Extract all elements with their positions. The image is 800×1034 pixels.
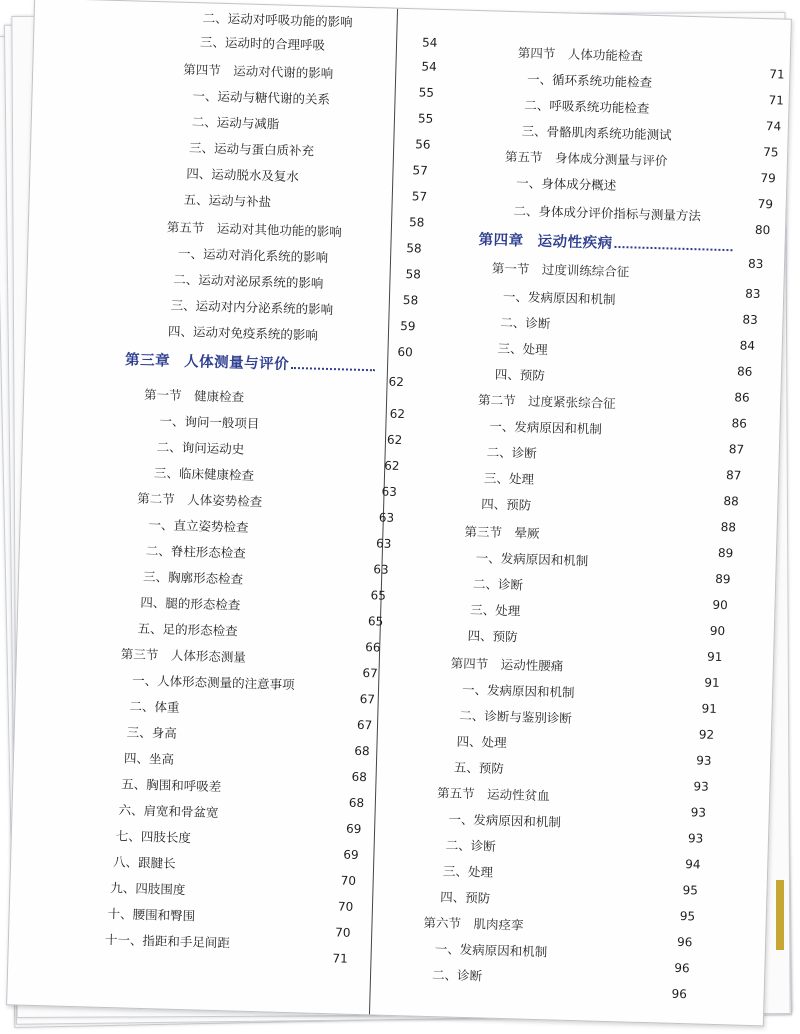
toc-subsection-entry: 二、脊柱形态检查 xyxy=(145,542,247,561)
toc-subsection-entry: 一、循环系统功能检查 xyxy=(526,71,653,90)
toc-subsection-entry: 一、发病原因和机制 xyxy=(448,811,562,830)
toc-subsection-entry: 三、处理 xyxy=(483,470,535,487)
page-number: 79 xyxy=(757,196,774,212)
toc-section-entry: 第五节 身体成分测量与评价 xyxy=(504,148,668,169)
toc-subsection-entry: 十一、指距和手足间距 xyxy=(104,931,231,951)
toc-subsection-entry: 二、运动对呼吸功能的影响 xyxy=(202,10,353,30)
page-number: 96 xyxy=(671,986,688,1002)
page-number: 62 xyxy=(389,406,406,422)
toc-subsection-entry: 二、运动与减脂 xyxy=(191,114,280,132)
toc-subsection-entry: 一、人体形态测量的注意事项 xyxy=(131,672,295,693)
toc-subsection-entry: 五、预防 xyxy=(453,759,505,777)
page-number: 66 xyxy=(365,640,381,655)
toc-subsection-entry: 三、处理 xyxy=(497,340,548,358)
page-number: 62 xyxy=(386,432,403,448)
page-number: 93 xyxy=(690,805,707,820)
toc-subsection-entry: 二、诊断 xyxy=(472,576,524,593)
toc-subsection-entry: 四、运动对免疫系统的影响 xyxy=(167,323,319,343)
toc-subsection-entry: 二、询问运动史 xyxy=(156,439,245,457)
chapter-label: 第四章 xyxy=(478,232,524,250)
toc-section-entry: 第四节 运动对代谢的影响 xyxy=(183,61,334,81)
toc-subsection-entry: 三、临床健康检查 xyxy=(153,465,255,483)
dotted-leader xyxy=(614,246,732,251)
page-number: 58 xyxy=(405,267,422,282)
chapter-title: 运动性疾病 xyxy=(537,233,613,252)
toc-subsection-entry: 二、诊断 xyxy=(431,967,483,984)
toc-subsection-entry: 四、处理 xyxy=(456,733,507,751)
toc-subsection-entry: 三、身高 xyxy=(126,724,177,741)
page-number: 60 xyxy=(397,344,413,360)
toc-section-entry: 第六节 肌肉痉挛 xyxy=(423,914,524,933)
toc-subsection-entry: 一、发病原因和机制 xyxy=(434,941,548,960)
page-number: 88 xyxy=(720,519,737,535)
page-number: 89 xyxy=(717,545,734,561)
toc-subsection-entry: 二、呼吸系统功能检查 xyxy=(524,97,650,116)
page-number: 80 xyxy=(754,222,771,238)
page-number: 58 xyxy=(402,293,419,308)
page-number: 70 xyxy=(337,899,354,914)
page-number: 94 xyxy=(685,857,701,872)
page-number: 86 xyxy=(731,416,748,431)
page-number: 83 xyxy=(742,312,758,327)
page-number: 95 xyxy=(682,883,699,898)
toc-subsection-entry: 二、体重 xyxy=(129,698,180,715)
page-number: 69 xyxy=(345,821,362,837)
page-number: 90 xyxy=(712,597,729,613)
table-of-contents-page xyxy=(6,0,792,1026)
page-number: 62 xyxy=(384,458,400,473)
page-number: 67 xyxy=(362,666,378,681)
book-cover-edge-yellow xyxy=(776,880,784,950)
toc-subsection-entry: 六、肩宽和骨盆宽 xyxy=(118,802,219,821)
toc-subsection-entry: 十、腰围和臀围 xyxy=(107,906,196,924)
toc-subsection-entry: 四、预防 xyxy=(467,627,518,645)
toc-subsection-entry: 八、跟腱长 xyxy=(112,854,176,871)
toc-section-entry: 第三节 人体形态测量 xyxy=(120,646,247,665)
page-number: 56 xyxy=(415,137,431,152)
toc-subsection-entry: 四、预防 xyxy=(440,889,491,906)
page-number: 91 xyxy=(706,649,723,665)
page-number: 65 xyxy=(367,614,384,629)
page-number: 68 xyxy=(351,769,368,785)
page-number: 71 xyxy=(332,951,348,966)
page-number: 91 xyxy=(704,675,720,691)
toc-subsection-entry: 三、运动时的合理呼吸 xyxy=(199,34,326,53)
page-number: 93 xyxy=(687,831,704,846)
toc-subsection-entry: 九、四肢围度 xyxy=(110,880,186,898)
toc-section-entry: 第二节 人体姿势检查 xyxy=(137,490,263,510)
page-number: 65 xyxy=(370,588,387,603)
toc-subsection-entry: 三、运动对内分泌系统的影响 xyxy=(170,297,334,318)
toc-subsection-entry: 一、发病原因和机制 xyxy=(502,288,616,307)
toc-subsection-entry: 四、运动脱水及复水 xyxy=(186,165,300,185)
toc-subsection-entry: 三、骨骼肌肉系统功能测试 xyxy=(521,123,672,143)
toc-subsection-entry: 一、运动对消化系统的影响 xyxy=(177,245,329,265)
page-number: 57 xyxy=(411,189,428,204)
page-number: 63 xyxy=(373,562,389,577)
page-number: 84 xyxy=(739,338,756,353)
page-number: 63 xyxy=(378,510,395,525)
page-number: 67 xyxy=(359,691,376,707)
page-number: 71 xyxy=(768,93,785,108)
dotted-leader xyxy=(291,367,375,371)
toc-section-entry: 第五节 运动性贫血 xyxy=(436,785,550,804)
toc-subsection-entry: 三、胸廓形态检查 xyxy=(142,568,244,587)
page-number: 54 xyxy=(421,59,437,74)
page-number: 95 xyxy=(679,909,696,924)
toc-subsection-entry: 三、处理 xyxy=(470,602,521,619)
toc-section-entry: 第四节 人体功能检查 xyxy=(517,45,644,64)
page-number: 55 xyxy=(418,85,435,100)
page-number: 92 xyxy=(698,727,715,742)
page-number: 96 xyxy=(674,960,690,976)
page-number: 89 xyxy=(715,571,731,587)
page-number: 58 xyxy=(406,241,422,256)
toc-subsection-entry: 五、运动与补盐 xyxy=(183,191,272,210)
toc-section-entry: 第四节 运动性腰痛 xyxy=(450,655,564,674)
page-number: 93 xyxy=(693,779,709,794)
page-number: 93 xyxy=(695,753,712,768)
toc-subsection-entry: 七、四肢长度 xyxy=(115,828,192,846)
page-number: 70 xyxy=(340,873,357,888)
toc-section-entry: 第一节 健康检查 xyxy=(143,386,245,405)
chapter-heading xyxy=(125,347,376,380)
toc-section-entry: 第一节 过度训练综合征 xyxy=(491,260,630,280)
chapter-title: 人体测量与评价 xyxy=(183,353,290,373)
toc-subsection-entry: 三、运动与蛋白质补充 xyxy=(188,139,315,159)
page-number: 86 xyxy=(734,390,750,405)
page-number: 59 xyxy=(399,318,416,334)
toc-subsection-entry: 一、询问一般项目 xyxy=(159,413,260,432)
page-number: 68 xyxy=(348,795,365,811)
toc-subsection-entry: 一、直立姿势检查 xyxy=(148,517,249,535)
toc-subsection-entry: 四、预防 xyxy=(494,366,546,384)
toc-subsection-entry: 一、身体成分概述 xyxy=(516,175,617,193)
page-number: 54 xyxy=(421,35,438,50)
toc-subsection-entry: 五、胸围和呼吸差 xyxy=(121,776,222,795)
page-number: 68 xyxy=(354,743,370,759)
toc-subsection-entry: 一、发病原因和机制 xyxy=(475,550,589,569)
toc-subsection-entry: 一、运动与糖代谢的关系 xyxy=(192,88,331,107)
page-number: 91 xyxy=(701,701,718,716)
toc-subsection-entry: 四、坐高 xyxy=(123,750,175,767)
page-number: 69 xyxy=(343,847,359,863)
page-number: 55 xyxy=(417,111,434,126)
page-number: 87 xyxy=(725,468,742,483)
page-number: 57 xyxy=(412,163,429,178)
page-number: 70 xyxy=(335,925,351,940)
toc-subsection-entry: 二、运动对泌尿系统的影响 xyxy=(173,271,324,291)
page-number: 75 xyxy=(762,145,779,160)
page-number: 87 xyxy=(728,442,745,457)
page-number: 63 xyxy=(375,536,392,551)
page-number: 67 xyxy=(356,717,373,733)
page-number: 83 xyxy=(747,256,764,272)
toc-subsection-entry: 二、诊断与鉴别诊断 xyxy=(459,707,573,726)
page-number: 79 xyxy=(760,170,776,186)
toc-subsection-entry: 四、预防 xyxy=(481,496,532,513)
toc-subsection-entry: 二、诊断 xyxy=(445,837,496,854)
page-number: 83 xyxy=(745,286,761,302)
page-number: 96 xyxy=(676,934,693,950)
page-number: 71 xyxy=(769,67,785,82)
toc-subsection-entry: 二、身体成分评价指标与测量方法 xyxy=(513,203,702,224)
toc-section-entry: 第五节 运动对其他功能的影响 xyxy=(166,219,343,240)
toc-subsection-entry: 三、处理 xyxy=(442,863,494,880)
toc-subsection-entry: 四、腿的形态检查 xyxy=(140,594,241,613)
toc-subsection-entry: 五、足的形态检查 xyxy=(137,620,238,639)
page-number: 63 xyxy=(381,484,398,499)
toc-section-entry: 第三节 晕厥 xyxy=(464,523,540,541)
toc-subsection-entry: 二、诊断 xyxy=(500,314,551,332)
page-number: 62 xyxy=(388,374,405,390)
toc-subsection-entry: 一、发病原因和机制 xyxy=(489,418,603,437)
page-number: 90 xyxy=(709,623,726,639)
toc-left-column xyxy=(35,0,438,966)
toc-subsection-entry: 二、诊断 xyxy=(486,444,537,461)
toc-subsection-entry: 一、发病原因和机制 xyxy=(461,681,575,700)
toc-section-entry: 第二节 过度紧张综合征 xyxy=(477,392,616,412)
page-number: 58 xyxy=(408,215,425,230)
page-number: 74 xyxy=(765,119,782,134)
page-number: 88 xyxy=(723,494,739,509)
page-number: 86 xyxy=(736,364,753,379)
chapter-label: 第三章 xyxy=(124,352,171,370)
